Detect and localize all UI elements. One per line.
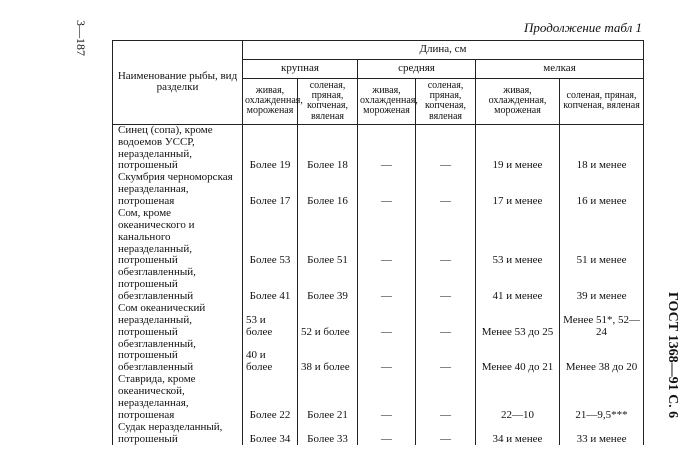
cell-large-salted: 52 и более xyxy=(298,303,358,339)
cell-small-live: 22—10 xyxy=(476,374,560,422)
page-number: 3—187 xyxy=(74,20,88,56)
cell-small-salted: 39 и менее xyxy=(560,267,644,303)
cell-medium-live: — xyxy=(358,422,416,446)
cell-small-live: Менее 40 до 21 xyxy=(476,339,560,375)
row-fish-name: обезглавленный, потрошеный обезглавленный xyxy=(113,267,243,303)
cell-small-salted: Менее 38 до 20 xyxy=(560,339,644,375)
cell-small-live: 17 и менее xyxy=(476,172,560,208)
table-row xyxy=(113,172,644,208)
header-small: мелкая xyxy=(476,60,644,79)
cell-medium-salted: — xyxy=(416,374,476,422)
cell-medium-live: — xyxy=(358,267,416,303)
cell-large-salted: Более 21 xyxy=(298,374,358,422)
cell-large-live: Более 17 xyxy=(243,172,298,208)
header-large-live: живая, охлажденная, мороженая xyxy=(243,79,298,125)
cell-large-salted: Более 39 xyxy=(298,267,358,303)
cell-medium-salted: — xyxy=(416,422,476,446)
header-large: крупная xyxy=(243,60,358,79)
row-fish-name: Синец (сопа), кроме водоемов УССР, неразделанный, потрошеный xyxy=(113,124,243,172)
cell-small-live: 41 и менее xyxy=(476,267,560,303)
cell-medium-live: — xyxy=(358,374,416,422)
row-fish-name: Сом, кроме океанического и канального неразделанный, потрошеный xyxy=(113,208,243,267)
cell-large-salted: Более 16 xyxy=(298,172,358,208)
table-row xyxy=(113,303,644,339)
cell-medium-live: — xyxy=(358,172,416,208)
cell-small-salted: 51 и менее xyxy=(560,208,644,267)
cell-large-salted: Более 18 xyxy=(298,124,358,172)
cell-large-live: Более 53 xyxy=(243,208,298,267)
header-small-live: живая, охлажденная, мороженая xyxy=(476,79,560,125)
table-row xyxy=(113,422,644,446)
cell-medium-salted: — xyxy=(416,339,476,375)
cell-small-live: 34 и менее xyxy=(476,422,560,446)
header-small-salted: соленая, пряная, копченая, вяленая xyxy=(560,79,644,125)
table-row xyxy=(113,267,644,303)
cell-large-live: 40 и более xyxy=(243,339,298,375)
cell-medium-salted: — xyxy=(416,172,476,208)
header-length: Длина, см xyxy=(243,41,644,60)
cell-medium-live: — xyxy=(358,208,416,267)
row-fish-name: Ставрида, кроме океанической, неразделанная, потрошеная xyxy=(113,374,243,422)
cell-large-live: Более 41 xyxy=(243,267,298,303)
cell-small-salted: 33 и менее xyxy=(560,422,644,446)
table-row xyxy=(113,208,644,267)
table-row xyxy=(113,339,644,375)
standard-side-label: ГОСТ 1368—91 С. 6 xyxy=(665,292,680,419)
cell-large-live: 53 и более xyxy=(243,303,298,339)
header-medium-live: живая, охлажденная, мороженая xyxy=(358,79,416,125)
cell-medium-live: — xyxy=(358,124,416,172)
header-medium-salted: соленая, пряная, копченая, вяленая xyxy=(416,79,476,125)
table-row xyxy=(113,124,644,172)
cell-large-live: Более 19 xyxy=(243,124,298,172)
cell-large-live: Более 34 xyxy=(243,422,298,446)
fish-size-table xyxy=(112,40,644,445)
cell-medium-salted: — xyxy=(416,303,476,339)
cell-small-live: Менее 53 до 25 xyxy=(476,303,560,339)
row-fish-name: Скумбрия черноморская неразделанная, потрошеная xyxy=(113,172,243,208)
cell-large-salted: Более 51 xyxy=(298,208,358,267)
row-fish-name: Судак неразделанный, потрошеный xyxy=(113,422,243,446)
cell-small-salted: 21—9,5*** xyxy=(560,374,644,422)
cell-medium-salted: — xyxy=(416,208,476,267)
row-fish-name: Сом океанический неразделанный, потрошеный xyxy=(113,303,243,339)
cell-large-salted: 38 и более xyxy=(298,339,358,375)
cell-small-salted: 16 и менее xyxy=(560,172,644,208)
header-large-salted: соленая, пряная, копченая, вяленая xyxy=(298,79,358,125)
cell-medium-salted: — xyxy=(416,267,476,303)
table-caption: Продолжение табл 1 xyxy=(524,20,642,35)
cell-medium-live: — xyxy=(358,303,416,339)
cell-medium-salted: — xyxy=(416,124,476,172)
cell-small-live: 19 и менее xyxy=(476,124,560,172)
cell-medium-live: — xyxy=(358,339,416,375)
cell-large-live: Более 22 xyxy=(243,374,298,422)
cell-small-salted: 18 и менее xyxy=(560,124,644,172)
header-medium: средняя xyxy=(358,60,476,79)
cell-small-live: 53 и менее xyxy=(476,208,560,267)
cell-small-salted: Менее 51*, 52—24 xyxy=(560,303,644,339)
row-fish-name: обезглавленный, потрошеный обезглавленный xyxy=(113,339,243,375)
header-name: Наименование рыбы, вид разделки xyxy=(113,41,243,125)
table-row xyxy=(113,374,644,422)
cell-large-salted: Более 33 xyxy=(298,422,358,446)
